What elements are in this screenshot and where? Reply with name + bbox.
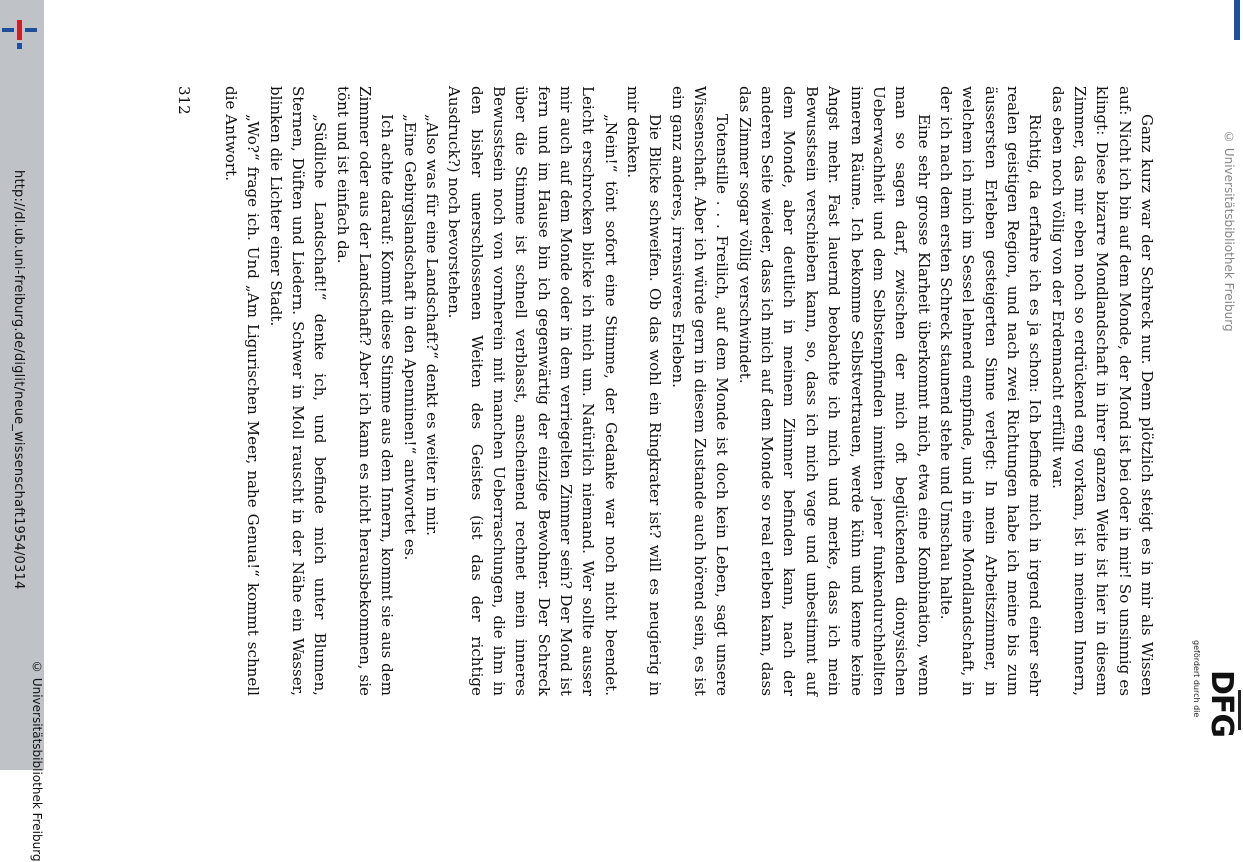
paragraph: „Nein!“ tönt sofort eine Stimme, der Gedanke war noch nicht beendet. Leicht erschrocken blicke ich mich um. Natürlich niemand. Wer sollte ausser mir auch auf dem Monde oder in dem verriegelten Zimmer sein? Der Mond ist fern und im Hause bin ich gegenwärtig der einzige Bewohner. Der Schreck über die Stimme ist schnell verblasst, anscheinend rechnet mein inneres Bewusstsein noch von vornherein mit manchen Ueberraschungen, die ihm in den bisher unerschlossenen Weiten des Geistes (ist das der richtige Ausdruck?) noch bevorstehen.: [445, 86, 620, 696]
dfg-tagline: gefördert durch die: [1192, 640, 1201, 718]
page-number: 312: [175, 86, 193, 115]
paragraph: „Südliche Landschaft!“ denke ich, und befinde mich unter Blumen, Sternen, Düften und Liedern. Schwer in Moll rauscht in der Nähe ein Wasser, blinken die Lichter einer Stadt.: [266, 86, 330, 696]
page-text: [158, 86, 1158, 696]
paragraph: „Wo?“ frage ich. Und „Am Ligurischen Meer, nahe Genua!“ kommt schnell die Antwort.: [221, 86, 263, 696]
watermark-note: © Universitätsbibliothek Freiburg: [1222, 130, 1236, 332]
paragraph: Richtig, da erfahre ich es ja schon: Ich befinde mich in irgend einer sehr realen geistigen Region, und nach zwei Richtungen habe ich meine bis zum äussersten Erleben gesteigerten Sinne verlegt: In mein Arbeitszimmer, in welchem ich mich im Sessel lehnend empfinde, und in eine Mondlandschaft, in der ich nach dem ersten Schreck staunend stehe und Umschau halte.: [936, 86, 1045, 696]
viewer-sidebar: [0, 0, 44, 862]
dfg-logo: [1190, 640, 1243, 770]
scanned-page: [158, 86, 1158, 716]
paragraph: „Also was für eine Landschaft?“ denkt es weiter in mir.: [423, 114, 441, 537]
paragraph: Ganz kurz war der Schreck nur. Denn plötzlich steigt es in mir als Wissen auf: Nicht ich bin auf dem Monde, der Mond ist bei oder in mir! So unsinnig es klingt: Diese bizarre Mondlandschaft in ihrer ganzen Weite ist hier in diesem Zimmer, das mir eben noch so erdrückend eng vorkam, ist in meinem Innern, das eben noch völlig von der Erdennacht erfüllt war.: [1048, 86, 1156, 696]
paragraph: Ich achte darauf: Kommt diese Stimme aus dem Innern, kommt sie aus dem Zimmer oder aus der Landschaft? Aber ich kann es nicht herausbekommen, sie tönt und ist einfach da.: [333, 86, 397, 696]
paragraph: „Eine Gebirgslandschaft in den Apenninen!“ antwortet es.: [400, 114, 419, 561]
copyright-notice: © Universitätsbibliothek Freiburg: [30, 660, 44, 862]
paragraph: Totenstille . . . Freilich, auf dem Monde ist doch kein Leben, sagt unsere Wissenschaft. Aber ich würde gern in diesem Zustande auch hörend sein, es ist ein ganz anderes, irrensiveres Erleben.: [668, 86, 732, 696]
paragraph: Die Blicke schweifen. Ob das wohl ein Ringkrater ist? will es neugierig in mir denken.: [624, 86, 665, 696]
library-logo-icon: [0, 18, 40, 52]
document-url[interactable]: http://dl.ub.uni-freiburg.de/diglit/neue_wissenschaft1954/0314: [11, 170, 26, 590]
paragraph: Eine sehr grosse Klarheit überkommt mich, etwa eine Kombination, wenn man so sagen darf, zwischen der mich oft beglückenden dionysischen Ueberwachheit und dem Selbstempfinden inmitten jener funkendurchhellten inneren Räume. Ich bekomme Selbstvertrauen, werde kühn und kenne keine Angst mehr. Fast lauernd beobachte ich mich und merke, dass ich mein Bewusstsein verschieben kann, so, dass ich mich vage und unbestimmt auf dem Monde, aber deutlich in meinem Zimmer befinden kann, nach der anderen Seite wieder, dass ich mich auf dem Monde so real erleben kann, dass das Zimmer sogar völlig verschwindet.: [735, 86, 933, 696]
dfg-letters: DFG: [1204, 670, 1239, 738]
